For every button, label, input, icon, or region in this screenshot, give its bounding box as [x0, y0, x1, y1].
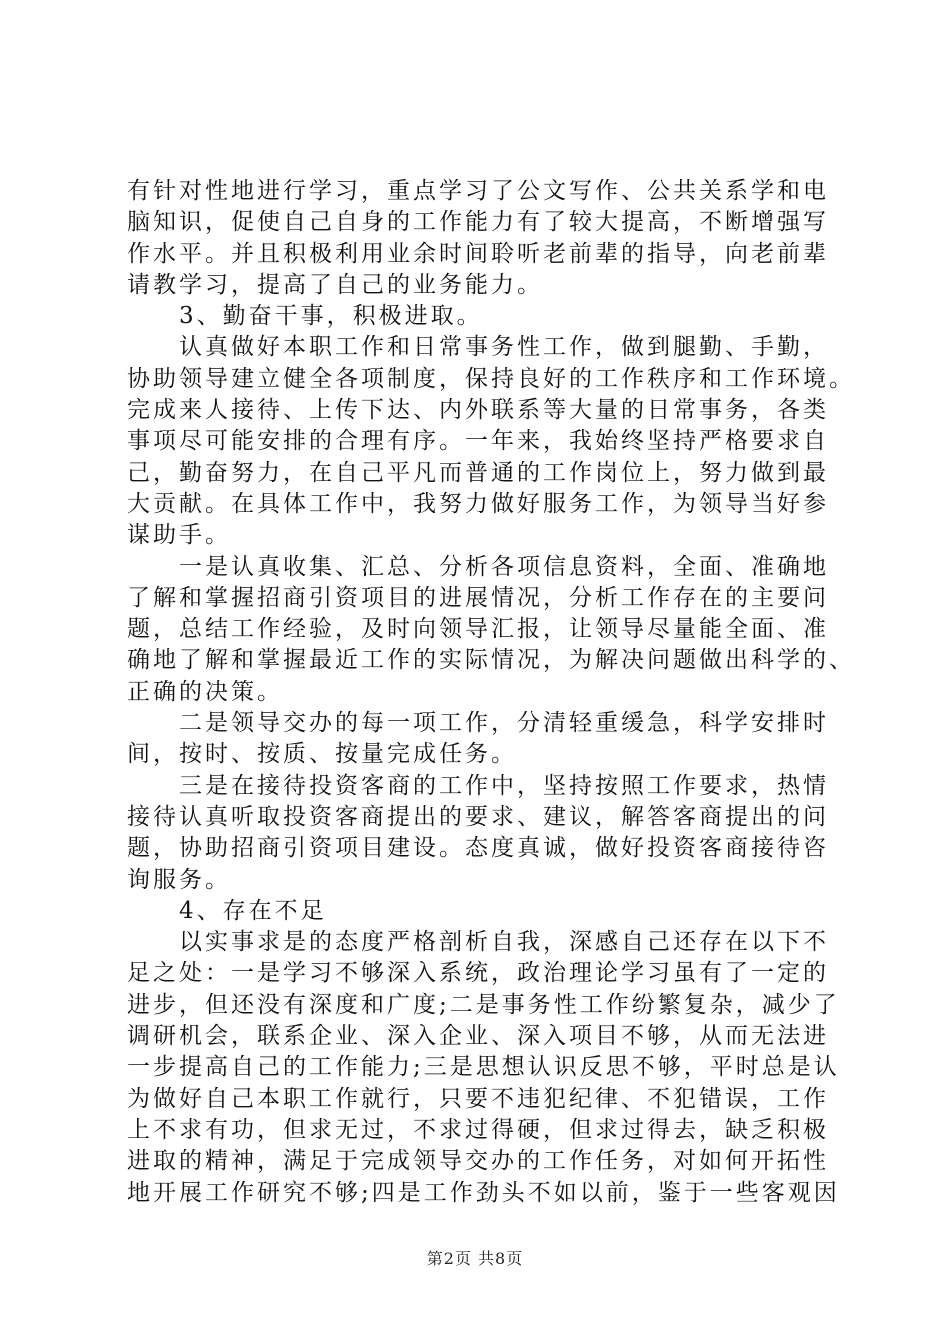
text-line: 作水平。并且积极利用业余时间聆听老前辈的指导，向老前辈 [127, 240, 829, 267]
text-line: 进取的精神，满足于完成领导交办的工作任务，对如何开拓性 [127, 1148, 829, 1175]
text-line: 一步提高自己的工作能力;三是思想认识反思不够，平时总是认 [127, 1054, 840, 1081]
section-heading: 3、勤奋干事，积极进取。 [179, 303, 483, 330]
text-line: 正确的决策。 [127, 678, 283, 705]
text-line: 为做好自己本职工作就行，只要不违犯纪律、不犯错误，工作 [127, 1085, 829, 1112]
text-line: 以实事求是的态度严格剖析自我，深感自己还存在以下不 [179, 929, 829, 956]
text-line: 二是领导交办的每一项工作，分清轻重缓急，科学安排时 [179, 710, 829, 737]
text-line: 己，勤奋努力，在自己平凡而普通的工作岗位上，努力做到最 [127, 459, 829, 486]
text-line: 请教学习，提高了自己的业务能力。 [127, 271, 543, 298]
text-line: 脑知识，促使自己自身的工作能力有了较大提高，不断增强写 [127, 209, 829, 236]
text-line: 认真做好本职工作和日常事务性工作，做到腿勤、手勤， [179, 334, 829, 361]
text-line: 题，总结工作经验，及时向领导汇报，让领导尽量能全面、准 [127, 616, 829, 643]
text-line: 了解和掌握招商引资项目的进展情况，分析工作存在的主要问 [127, 584, 829, 611]
text-line: 进步，但还没有深度和广度;二是事务性工作纷繁复杂，减少了 [127, 991, 840, 1018]
text-line: 地开展工作研究不够;四是工作劲头不如以前，鉴于一些客观因 [127, 1179, 840, 1206]
text-line: 题，协助招商引资项目建设。态度真诚，做好投资客商接待咨 [127, 835, 829, 862]
text-line: 协助领导建立健全各项制度，保持良好的工作秩序和工作环境。 [127, 365, 855, 392]
text-line: 足之处：一是学习不够深入系统，政治理论学习虽有了一定的 [127, 960, 829, 987]
text-line: 三是在接待投资客商的工作中，坚持按照工作要求，热情 [179, 772, 829, 799]
text-line: 事项尽可能安排的合理有序。一年来，我始终坚持严格要求自 [127, 428, 829, 455]
text-line: 间，按时、按质、按量完成任务。 [127, 741, 517, 768]
text-line: 一是认真收集、汇总、分析各项信息资料，全面、准确地 [179, 553, 829, 580]
text-line: 接待认真听取投资客商提出的要求、建议，解答客商提出的问 [127, 803, 829, 830]
text-line: 调研机会，联系企业、深入企业、深入项目不够，从而无法进 [127, 1023, 829, 1050]
text-line: 有针对性地进行学习，重点学习了公文写作、公共关系学和电 [127, 178, 829, 204]
text-line: 询服务。 [127, 866, 231, 893]
page-number-footer: 第2页 共8页 [426, 1249, 524, 1268]
section-heading: 4、存在不足 [179, 897, 327, 924]
text-line: 完成来人接待、上传下达、内外联系等大量的日常事务，各类 [127, 397, 829, 424]
text-line: 大贡献。在具体工作中，我努力做好服务工作，为领导当好参 [127, 490, 829, 517]
document-body [127, 176, 855, 1209]
text-line: 确地了解和掌握最近工作的实际情况，为解决问题做出科学的、 [127, 647, 855, 674]
text-line: 谋助手。 [127, 522, 231, 549]
text-line: 上不求有功，但求无过，不求过得硬，但求过得去，缺乏积极 [127, 1116, 829, 1143]
